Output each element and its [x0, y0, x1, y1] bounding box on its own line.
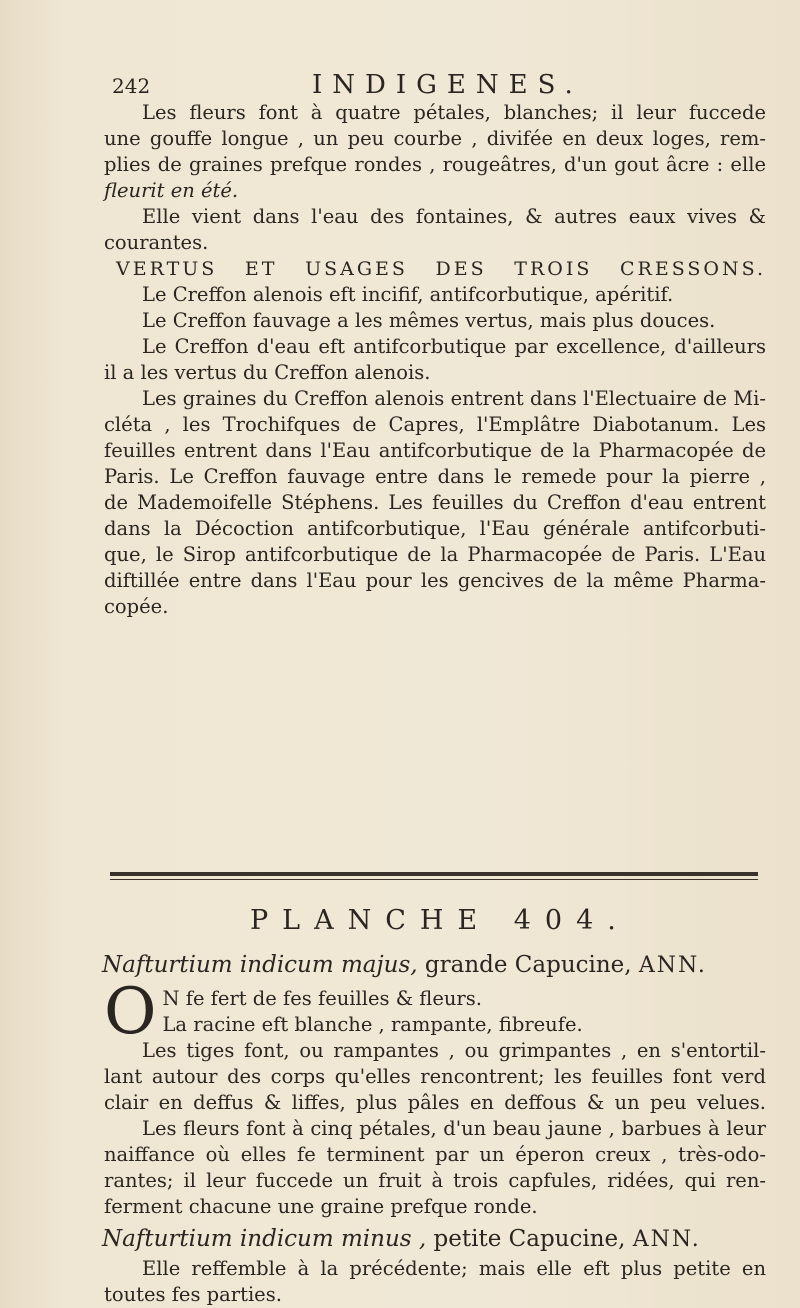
- section-heading-block: [116, 256, 766, 282]
- text-line: il a les vertus du Creffon alenois.: [104, 361, 431, 384]
- text-line: cléta , les Trochifques de Capres, l'Emplâtre Diabotanum. Les: [104, 413, 766, 436]
- species-author: ANN.: [632, 1227, 701, 1252]
- text-line: lant autour des corps qu'elles rencontrent; les feuilles font verd: [104, 1065, 766, 1088]
- description-paragraphs: [104, 100, 766, 256]
- species-latin-name: Nafturtium indicum majus,: [102, 952, 418, 978]
- section-heading: VERTUS ET USAGES DES TROIS CRESSONS.: [116, 258, 766, 280]
- species-common-name: petite Capucine,: [433, 1226, 626, 1252]
- text-line: copée.: [104, 595, 169, 618]
- species-latin-name: Nafturtium indicum minus ,: [102, 1226, 427, 1252]
- text-line: Le Creffon fauvage a les mêmes vertus, mais plus douces.: [142, 309, 716, 332]
- drop-cap: O: [104, 975, 157, 1049]
- text-line: courantes.: [104, 231, 209, 254]
- text-line: Les fleurs font à quatre pétales, blanches; il leur fuccede: [142, 101, 766, 124]
- text-line: dans la Décoction antifcorbutique, l'Eau générale antifcorbuti-: [104, 517, 766, 540]
- text-line: Elle reffemble à la précédente; mais elle eft plus petite en: [142, 1257, 766, 1280]
- running-head: INDIGENES.: [312, 70, 583, 100]
- text-line: Paris. Le Creffon fauvage entre dans le remede pour la pierre ,: [104, 465, 766, 488]
- text-line: Les graines du Creffon alenois entrent dans l'Electuaire de Mi-: [142, 387, 766, 410]
- species-minor-description: [104, 1256, 766, 1308]
- text-line: N fe fert de fes feuilles & fleurs.: [162, 987, 482, 1010]
- species-major-description: [104, 975, 766, 1220]
- text-line: Les tiges font, ou rampantes , ou grimpantes , en s'entortil-: [142, 1039, 766, 1062]
- text-line: de Mademoifelle Stéphens. Les feuilles du Creffon d'eau entrent: [104, 491, 766, 514]
- section-divider: [110, 872, 758, 880]
- text-line: diftillée entre dans l'Eau pour les gencives de la même Pharma-: [104, 569, 766, 592]
- text-line: une gouffe longue , un peu courbe , divifée en deux loges, rem-: [104, 127, 766, 150]
- text-line: toutes fes parties.: [104, 1283, 282, 1306]
- species-major-heading: [102, 950, 768, 980]
- text-line: que, le Sirop antifcorbutique de la Pharmacopée de Paris. L'Eau: [104, 543, 766, 566]
- species-common-name: grande Capucine,: [424, 952, 632, 978]
- species-author: ANN.: [638, 953, 707, 978]
- plate-title: PLANCHE 404.: [250, 905, 630, 936]
- virtues-paragraphs: [104, 282, 766, 620]
- text-line: Le Creffon d'eau eft antifcorbutique par excellence, d'ailleurs: [142, 335, 766, 358]
- text-line: feuilles entrent dans l'Eau antifcorbutique de la Pharmacopée de: [104, 439, 766, 462]
- text-line: rantes; il leur fuccede un fruit à trois capfules, ridées, qui ren-: [104, 1169, 766, 1192]
- text-line: ferment chacune une graine prefque ronde.: [104, 1195, 538, 1218]
- text-line: Le Creffon alenois eft incifif, antifcorbutique, apéritif.: [142, 283, 674, 306]
- text-line: Elle vient dans l'eau des fontaines, & autres eaux vives &: [142, 205, 766, 228]
- text-line: clair en deffus & liffes, plus pâles en deffous & un peu velues.: [104, 1091, 766, 1114]
- text-line: naiffance où elles fe terminent par un éperon creux , très-odo-: [104, 1143, 766, 1166]
- text-line: fleurit en été.: [104, 179, 239, 202]
- text-line: plies de graines prefque rondes , rougeâtres, d'un gout âcre : elle: [104, 153, 766, 176]
- page-header: [112, 70, 712, 104]
- text-line: La racine eft blanche , rampante, fibreufe.: [162, 1013, 583, 1036]
- species-minor-heading: [102, 1224, 768, 1254]
- text-line: Les fleurs font à cinq pétales, d'un beau jaune , barbues à leur: [142, 1117, 766, 1140]
- page-number: 242: [112, 74, 151, 98]
